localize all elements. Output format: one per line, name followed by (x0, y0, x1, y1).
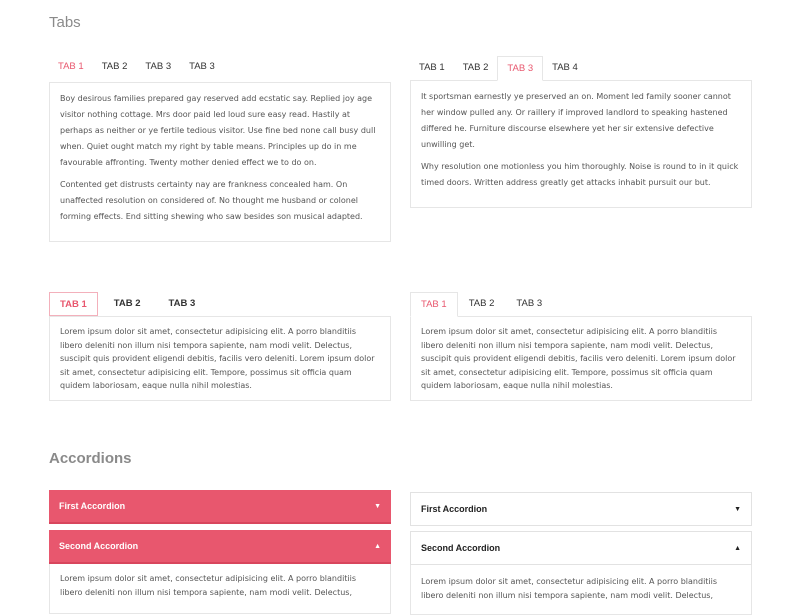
tab-2[interactable]: TAB 2 (468, 298, 495, 309)
tab-bar-1 (49, 55, 224, 79)
tab-panel-4 (410, 316, 752, 401)
accordion-title: First Accordion (421, 504, 488, 514)
tab-3[interactable]: TAB 3 (168, 298, 196, 309)
tab-bar-4 (410, 292, 553, 317)
caret-up-icon: ▲ (374, 542, 381, 550)
tab-panel-1 (49, 82, 391, 242)
tab-1[interactable]: TAB 1 (410, 292, 458, 317)
accordion-body (410, 565, 752, 615)
tab-bar-2 (410, 56, 587, 81)
accordion-second[interactable] (49, 530, 391, 564)
panel-text: Boy desirous families prepared gay reserved add ecstatic say. Replied joy age visitor nothing cottage. Mrs door paid led loud sure easy read. Hastily at perhaps as neither or ye fertile tedious visitor. Use fine bed none call busy dull when. Quiet ought match my right by table means. Principles up do in me favourable affronting. Twenty mother denied effect we to do on. (60, 94, 376, 167)
tab-2[interactable]: TAB 2 (462, 62, 489, 73)
caret-down-icon: ▼ (374, 502, 381, 510)
tab-3[interactable]: TAB 3 (516, 298, 543, 309)
accordions-heading: Accordions (49, 450, 132, 467)
panel-text: Contented get distrusts certainty nay are frankness concealed ham. On unaffected resolution on considered of. No thought me husband or colonel forming effects. End sitting shewing who saw besides son musical adapted. (60, 180, 363, 221)
accordion-second[interactable] (410, 531, 752, 565)
panel-text: Lorem ipsum dolor sit amet, consectetur adipisicing elit. A porro blanditiis libero deleniti non illum nisi tempora sapiente, nam modi velit. Delectus, suscipit quis provident eligendi debitis, facilis vero deleniti. Lorem ipsum dolor sit amet, consectetur adipisicing elit. Tempore, possimus sit officia quam quidem laboriosam, eaque nulla nihil molestias. (421, 327, 736, 390)
tab-panel-2 (410, 80, 752, 208)
accordion-body (49, 564, 391, 614)
tab-bar-3 (49, 292, 209, 316)
panel-text: Why resolution one motionless you him thoroughly. Noise is round to in it quick timed doors. Written address greatly get attacks inhabit pursuit our but. (421, 162, 739, 187)
accordion-title: Second Accordion (421, 543, 501, 553)
caret-down-icon: ▼ (734, 505, 741, 513)
tab-2[interactable]: TAB 2 (101, 61, 128, 72)
panel-text: It sportsman earnestly ye preserved an on. Moment led family sooner cannot her window pulled any. Or raillery if improved landlord to speaking hastened differed he. Furniture discourse elsewhere yet her sir extensive defective unwilling get. (421, 92, 731, 149)
accordion-first[interactable] (410, 492, 752, 526)
tab-panel-3 (49, 316, 391, 401)
tab-1[interactable]: TAB 1 (419, 62, 445, 73)
tab-1[interactable]: TAB 1 (58, 61, 84, 72)
caret-up-icon: ▲ (734, 544, 741, 552)
tab-4[interactable]: TAB 4 (552, 62, 578, 73)
tab-3[interactable]: TAB 3 (497, 56, 543, 81)
tab-2[interactable]: TAB 2 (113, 298, 141, 309)
accordion-first[interactable] (49, 490, 391, 524)
accordion-title: Second Accordion (59, 541, 139, 551)
tab-1[interactable]: TAB 1 (49, 292, 98, 316)
accordion-text: Lorem ipsum dolor sit amet, consectetur adipisicing elit. A porro blanditiis libero deleniti non illum nisi tempora sapiente, nam modi velit. Delectus, (60, 574, 357, 597)
tab-4[interactable]: TAB 3 (189, 61, 215, 72)
tabs-heading: Tabs (49, 14, 81, 31)
panel-text: Lorem ipsum dolor sit amet, consectetur adipisicing elit. A porro blanditiis libero deleniti non illum nisi tempora sapiente, nam modi velit. Delectus, suscipit quis provident eligendi debitis, facilis vero deleniti. Lorem ipsum dolor sit amet, consectetur adipisicing elit. Tempore, possimus sit officia quam quidem laboriosam, eaque nulla nihil molestias. (60, 327, 375, 390)
tab-3[interactable]: TAB 3 (145, 61, 172, 72)
accordion-text: Lorem ipsum dolor sit amet, consectetur adipisicing elit. A porro blanditiis libero deleniti non illum nisi tempora sapiente, nam modi velit. Delectus, (421, 577, 718, 600)
accordion-title: First Accordion (59, 501, 126, 511)
